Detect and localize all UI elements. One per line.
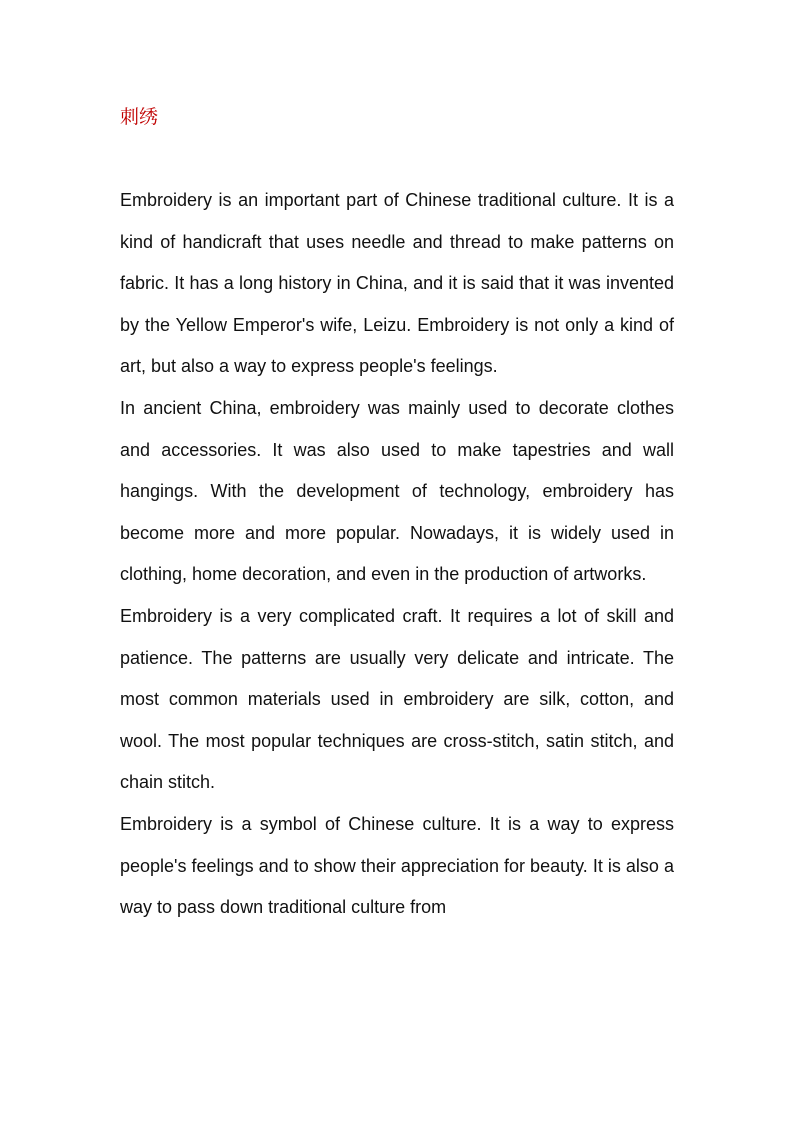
document-body (120, 180, 674, 929)
paragraph-4: Embroidery is a symbol of Chinese culture. It is a way to express people's feelings and to show their appreciation for beauty. It is also a way to pass down traditional culture from (120, 813, 674, 918)
paragraph-1: Embroidery is an important part of Chinese traditional culture. It is a kind of handicraft that uses needle and thread to make patterns on fabric. It has a long history in China, and it is said that it was invented by the Yellow Emperor's wife, Leizu. Embroidery is not only a kind of art, but also a way to express people's feelings. (120, 190, 674, 377)
paragraph-3: Embroidery is a very complicated craft. It requires a lot of skill and patience. The patterns are usually very delicate and intricate. The most common materials used in embroidery are silk, cotton, and wool. The most popular techniques are cross-stitch, satin stitch, and chain stitch. (120, 605, 674, 793)
document-title: 刺绣 (120, 106, 159, 128)
paragraph-2: In ancient China, embroidery was mainly used to decorate clothes and accessories. It was also used to make tapestries and wall hangings. With the development of technology, embroidery has become more and more popular. Nowadays, it is widely used in clothing, home decoration, and even in the production of artworks. (120, 397, 674, 585)
